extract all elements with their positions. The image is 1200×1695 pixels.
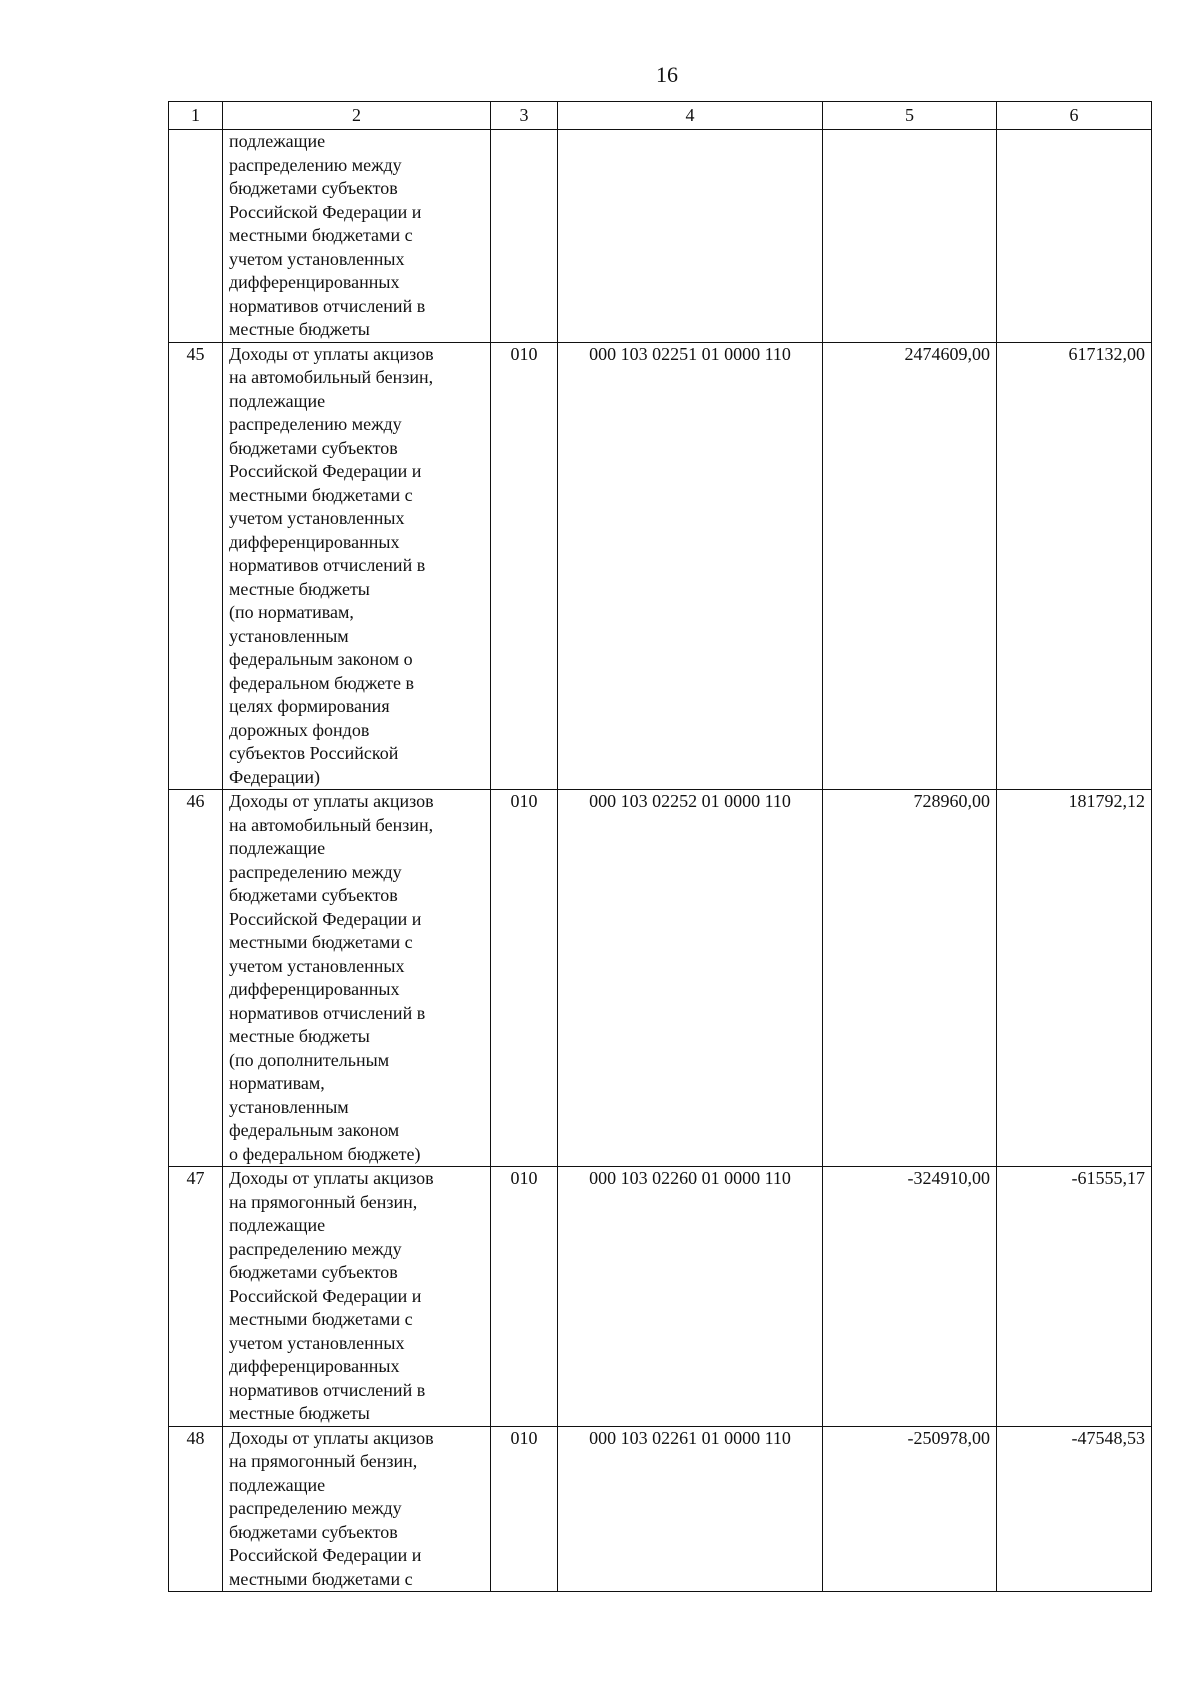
- description-line: распределению между: [229, 1238, 402, 1259]
- revenue-description: [223, 342, 491, 790]
- description-line: бюджетами субъектов: [229, 1521, 398, 1542]
- description-line: местными бюджетами с: [229, 484, 413, 505]
- description-line: дифференцированных: [229, 531, 400, 552]
- executed-amount: [997, 130, 1152, 343]
- description-line: местными бюджетами с: [229, 225, 413, 245]
- approved-amount: 2474609,00: [823, 342, 997, 790]
- description-line: местными бюджетами с: [229, 1309, 413, 1329]
- table-header: [169, 102, 1152, 130]
- description-line: местные бюджеты: [229, 319, 370, 339]
- description-line: целях формирования: [229, 696, 390, 716]
- budget-classification-code: 000 103 02251 01 0000 110: [558, 342, 823, 790]
- description-line: Российской Федерации и: [229, 1545, 422, 1565]
- row-number: 46: [169, 790, 223, 1167]
- description-line: распределению между: [229, 861, 402, 882]
- description-line: местные бюджеты: [229, 578, 370, 599]
- approved-amount: -324910,00: [823, 1167, 997, 1427]
- description-line: нормативов отчислений в: [229, 295, 426, 316]
- description-line: (по дополнительным: [229, 1049, 390, 1070]
- description-line: установленным: [229, 1096, 349, 1117]
- approved-amount: [823, 130, 997, 343]
- description-line: на прямогонный бензин,: [229, 1451, 418, 1471]
- budget-classification-code: [558, 130, 823, 343]
- row-number: [169, 130, 223, 343]
- description-line: местными бюджетами с: [229, 1568, 413, 1589]
- revenue-description: [223, 790, 491, 1167]
- description-line: местные бюджеты: [229, 1026, 370, 1046]
- description-line: подлежащие: [229, 131, 326, 151]
- description-line: Российской Федерации и: [229, 461, 422, 481]
- budget-classification-code: 000 103 02252 01 0000 110: [558, 790, 823, 1167]
- admin-code: [491, 130, 558, 343]
- description-line: на автомобильный бензин,: [229, 367, 434, 387]
- description-line: федеральным законом о: [229, 649, 413, 669]
- budget-classification-code: 000 103 02260 01 0000 110: [558, 1167, 823, 1427]
- budget-classification-code: 000 103 02261 01 0000 110: [558, 1426, 823, 1592]
- executed-amount: -47548,53: [997, 1426, 1152, 1592]
- description-line: подлежащие: [229, 838, 326, 858]
- description-line: федеральном бюджете в: [229, 672, 414, 693]
- description-line: Доходы от уплаты акцизов: [229, 343, 434, 364]
- row-number: 47: [169, 1167, 223, 1427]
- description-line: учетом установленных: [229, 248, 405, 269]
- description-line: бюджетами субъектов: [229, 1262, 398, 1282]
- description-line: (по нормативам,: [229, 602, 354, 622]
- revenue-table: [168, 101, 1152, 1592]
- description-line: подлежащие: [229, 1474, 326, 1495]
- executed-amount: 181792,12: [997, 790, 1152, 1167]
- table-row: [169, 1426, 1152, 1592]
- description-line: учетом установленных: [229, 508, 405, 528]
- page-number: 16: [656, 62, 678, 87]
- description-line: Доходы от уплаты акцизов: [229, 791, 434, 811]
- column-header-3: 3: [491, 102, 558, 130]
- executed-amount: 617132,00: [997, 342, 1152, 790]
- header-row: [169, 102, 1152, 130]
- description-line: Российской Федерации и: [229, 201, 422, 222]
- description-line: дифференцированных: [229, 979, 400, 999]
- column-header-2: 2: [223, 102, 491, 130]
- description-line: распределению между: [229, 414, 402, 434]
- description-line: субъектов Российской: [229, 743, 399, 763]
- row-number: 45: [169, 342, 223, 790]
- description-line: учетом установленных: [229, 1332, 405, 1353]
- column-header-6: 6: [997, 102, 1152, 130]
- description-line: установленным: [229, 625, 349, 646]
- description-line: бюджетами субъектов: [229, 178, 398, 198]
- description-line: местными бюджетами с: [229, 932, 413, 952]
- table-row: [169, 790, 1152, 1167]
- description-line: Российской Федерации и: [229, 1285, 422, 1306]
- table-body: [169, 130, 1152, 1592]
- column-header-4: 4: [558, 102, 823, 130]
- row-number: 48: [169, 1426, 223, 1592]
- admin-code: 010: [491, 1167, 558, 1427]
- admin-code: 010: [491, 790, 558, 1167]
- executed-amount: -61555,17: [997, 1167, 1152, 1427]
- description-line: на прямогонный бензин,: [229, 1191, 418, 1212]
- description-line: Российской Федерации и: [229, 908, 422, 929]
- description-line: нормативов отчислений в: [229, 1379, 426, 1400]
- table-row: [169, 1167, 1152, 1427]
- description-line: дифференцированных: [229, 272, 400, 292]
- description-line: на автомобильный бензин,: [229, 814, 434, 835]
- description-line: дифференцированных: [229, 1356, 400, 1376]
- description-line: Доходы от уплаты акцизов: [229, 1168, 434, 1188]
- description-line: бюджетами субъектов: [229, 885, 398, 905]
- description-line: подлежащие: [229, 1215, 326, 1235]
- admin-code: 010: [491, 342, 558, 790]
- description-line: распределению между: [229, 154, 402, 175]
- revenue-description: [223, 130, 491, 343]
- description-line: Доходы от уплаты акцизов: [229, 1427, 434, 1448]
- description-line: нормативов отчислений в: [229, 555, 426, 575]
- description-line: нормативам,: [229, 1073, 325, 1093]
- table-row: [169, 342, 1152, 790]
- column-header-5: 5: [823, 102, 997, 130]
- approved-amount: 728960,00: [823, 790, 997, 1167]
- description-line: о федеральном бюджете): [229, 1143, 421, 1164]
- approved-amount: -250978,00: [823, 1426, 997, 1592]
- description-line: распределению между: [229, 1498, 402, 1518]
- table-row: [169, 130, 1152, 343]
- description-line: Федерации): [229, 766, 321, 787]
- admin-code: 010: [491, 1426, 558, 1592]
- revenue-description: [223, 1426, 491, 1592]
- description-line: бюджетами субъектов: [229, 437, 398, 458]
- revenue-description: [223, 1167, 491, 1427]
- description-line: местные бюджеты: [229, 1403, 370, 1423]
- description-line: подлежащие: [229, 390, 326, 411]
- column-header-1: 1: [169, 102, 223, 130]
- description-line: федеральным законом: [229, 1120, 400, 1140]
- description-line: нормативов отчислений в: [229, 1002, 426, 1023]
- description-line: дорожных фондов: [229, 719, 370, 740]
- description-line: учетом установленных: [229, 955, 405, 976]
